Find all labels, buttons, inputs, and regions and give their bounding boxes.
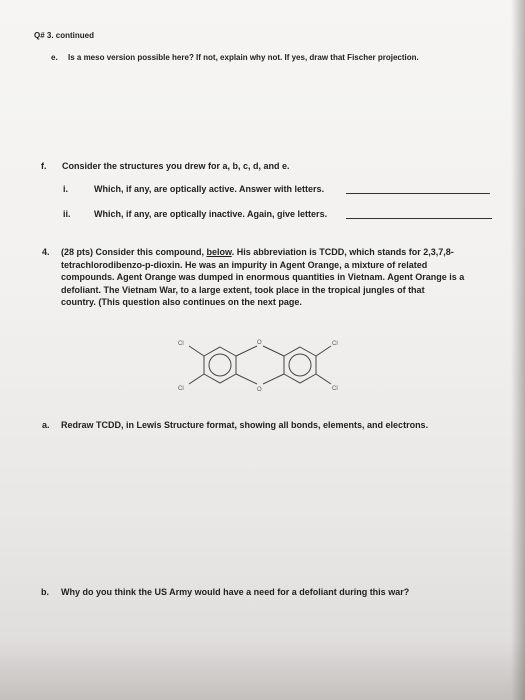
- q4-line-3: compounds. Agent Orange was dumped in enormous quantities in Vietnam. Agent Orange is a: [61, 272, 465, 282]
- q4-number: 4.: [42, 247, 50, 257]
- tcdd-structure: [165, 325, 365, 397]
- q3f-text: Consider the structures you drew for a, b, c, d, and e.: [62, 161, 290, 171]
- answer-line-i[interactable]: [346, 193, 490, 194]
- q4-paragraph: [61, 246, 501, 309]
- q4-line-4: defoliant. The Vietnam War, to a large extent, took place in the tropical jungles of that: [61, 284, 425, 295]
- q4-line-5: country. (This question also continues on the next page.: [61, 297, 302, 307]
- q3f-letter: f.: [41, 161, 47, 171]
- below-word: below: [206, 247, 232, 257]
- q3f-item-i-text: Which, if any, are optically active. Answer with letters.: [94, 184, 325, 194]
- chlorine-label-bottom-right: Cl: [332, 386, 338, 392]
- chlorine-label-top-right: Cl: [332, 341, 338, 347]
- oxygen-label-top: O: [257, 340, 262, 346]
- oxygen-label-bottom: O: [257, 387, 262, 393]
- q3f-item-i-num: i.: [63, 184, 69, 194]
- chlorine-label-top-left: Cl: [178, 341, 184, 347]
- q4b-letter: b.: [41, 587, 49, 597]
- section-header: Q# 3. continued: [34, 31, 95, 40]
- paper-edge-shadow: [511, 0, 525, 700]
- answer-line-ii[interactable]: [346, 218, 492, 219]
- q3e-letter: e.: [51, 53, 58, 62]
- chlorine-label-bottom-left: Cl: [178, 386, 184, 392]
- q4a-letter: a.: [42, 420, 50, 430]
- paper-bottom-shade: [0, 640, 525, 700]
- right-aromatic-circle: [289, 354, 311, 376]
- q4-line-2: tetrachlorodibenzo-p-dioxin. He was an impurity in Agent Orange, a mixture of related: [61, 259, 428, 270]
- q3f-item-ii-text: Which, if any, are optically inactive. Again, give letters.: [94, 209, 328, 219]
- q4a-text: Redraw TCDD, in Lewis Structure format, showing all bonds, elements, and electrons.: [61, 420, 429, 430]
- q3e-text: Is a meso version possible here? If not, explain why not. If yes, draw that Fischer projection.: [68, 53, 419, 62]
- q4-line-1: (28 pts) Consider this compound, below. His abbreviation is TCDD, which stands for 2,3,7,8-: [61, 247, 454, 257]
- q4b-text: Why do you think the US Army would have a need for a defoliant during this war?: [61, 587, 410, 597]
- q3f-item-ii-num: ii.: [63, 209, 71, 219]
- left-aromatic-circle: [209, 354, 231, 376]
